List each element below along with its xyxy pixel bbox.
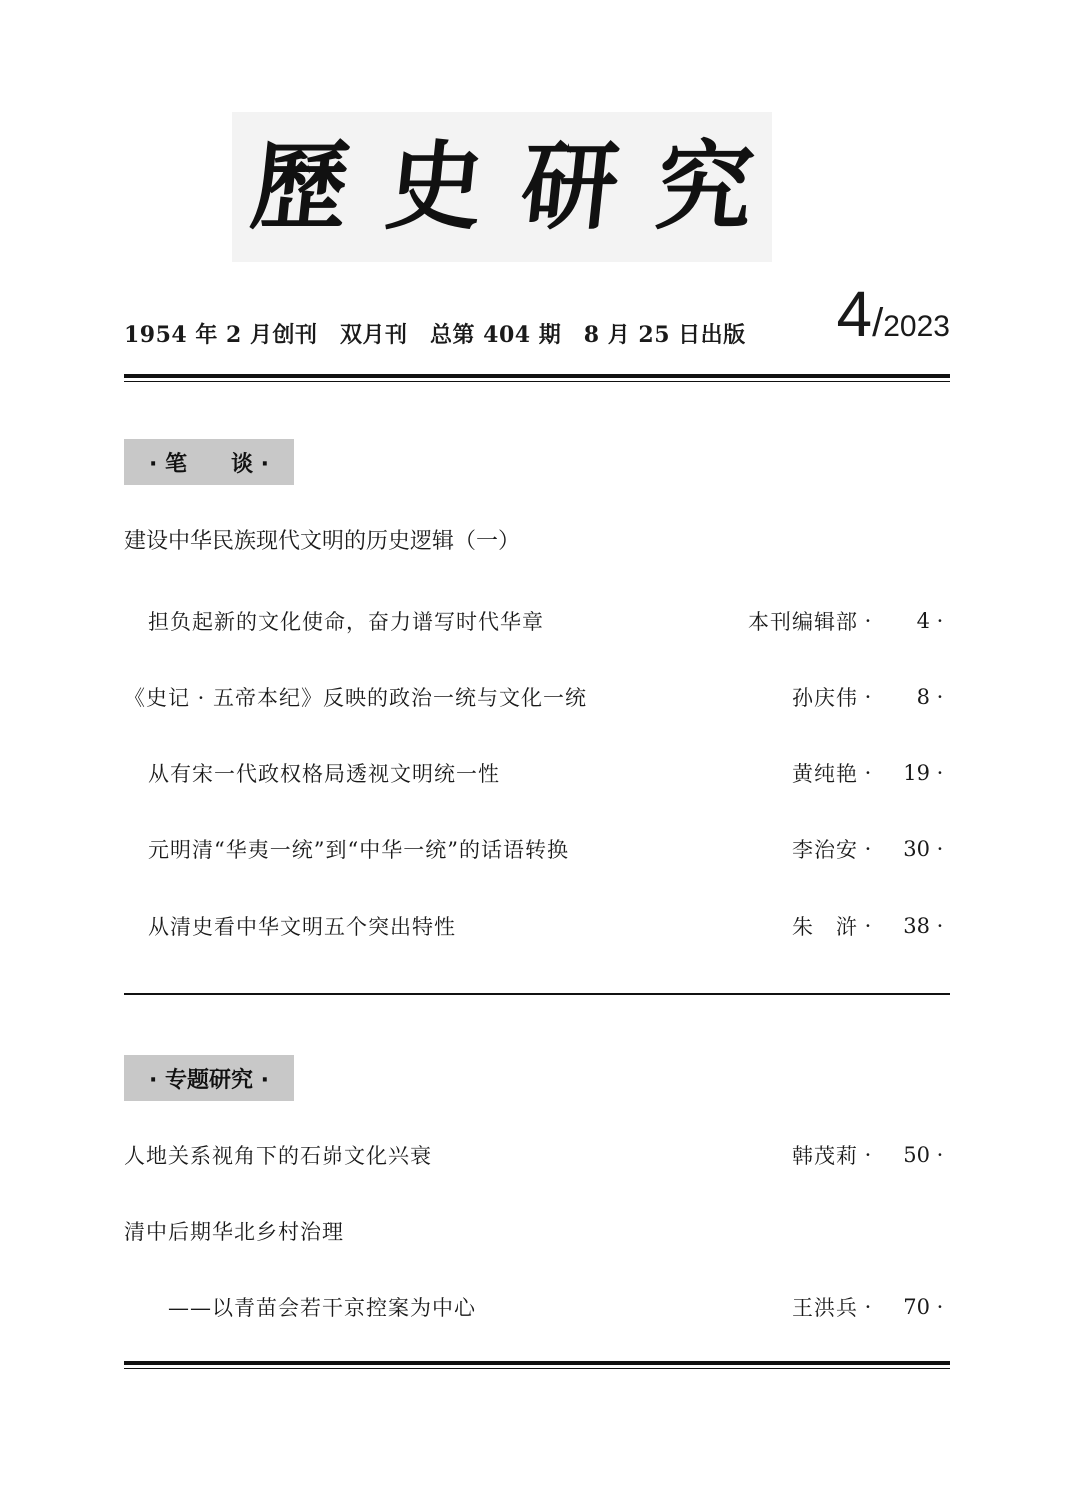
section-label-zhuanti: · 专题研究 · xyxy=(124,1055,294,1101)
toc-title: 元明清“华夷一统”到“中华一统”的话语转换 xyxy=(148,838,569,862)
issue-slash: / xyxy=(872,301,884,345)
dot-separator: · xyxy=(864,685,872,709)
toc-author: 孙庆伟 xyxy=(792,686,858,710)
toc-title: 人地关系视角下的石峁文化兴衰 xyxy=(124,1144,432,1168)
dot-separator: · xyxy=(864,609,872,633)
toc-page: 19 xyxy=(903,761,930,785)
dot-separator: · xyxy=(864,1143,872,1167)
toc-author: 本刊编辑部 xyxy=(748,610,858,634)
publication-info: 1954 年 2 月创刊 双月刊 总第 404 期 8 月 25 日出版 xyxy=(124,322,746,348)
toc-page: 50 xyxy=(903,1143,930,1167)
toc-entry[interactable] xyxy=(124,1211,950,1251)
toc-entry[interactable] xyxy=(124,906,950,946)
masthead-char: 史 xyxy=(380,130,489,243)
toc-page: 70 xyxy=(903,1295,930,1319)
dot-separator: · xyxy=(864,914,872,938)
toc-author: 李治安 xyxy=(792,838,858,862)
journal-masthead xyxy=(232,112,772,262)
section-divider xyxy=(124,993,950,995)
toc-entry[interactable] xyxy=(124,829,950,869)
dot-separator: · xyxy=(864,1295,872,1319)
masthead-char: 歷 xyxy=(245,130,354,243)
masthead-char: 研 xyxy=(515,130,624,243)
toc-entry[interactable] xyxy=(124,601,950,641)
issue-num: 4 xyxy=(836,278,873,350)
toc-title: 清中后期华北乡村治理 xyxy=(124,1220,344,1244)
toc-entry-subtitle[interactable] xyxy=(124,1287,950,1327)
toc-author: 王洪兵 xyxy=(792,1296,858,1320)
toc-author: 韩茂莉 xyxy=(792,1144,858,1168)
section-heading: 建设中华民族现代文明的历史逻辑（一） xyxy=(124,529,521,554)
dot-separator: · xyxy=(864,761,872,785)
dot-separator: · xyxy=(936,761,944,785)
toc-entry[interactable] xyxy=(124,677,950,717)
issue-number xyxy=(836,278,950,350)
dot-separator: · xyxy=(936,685,944,709)
toc-author: 朱 浒 xyxy=(792,915,858,939)
toc-title: 担负起新的文化使命，奋力谱写时代华章 xyxy=(148,610,544,634)
dot-separator: · xyxy=(936,1295,944,1319)
dot-separator: · xyxy=(936,1143,944,1167)
toc-page: 8 xyxy=(916,685,930,709)
toc-title: 《史记 · 五帝本纪》反映的政治一统与文化一统 xyxy=(124,686,588,710)
toc-subtitle: ——以青苗会若干京控案为中心 xyxy=(168,1296,476,1320)
footer-divider xyxy=(124,1361,950,1369)
toc-page: 38 xyxy=(903,914,930,938)
section-label-bitan: · 笔 谈 · xyxy=(124,439,294,485)
toc-title: 从有宋一代政权格局透视文明统一性 xyxy=(148,762,500,786)
masthead-char: 究 xyxy=(650,130,759,243)
toc-author: 黄纯艳 xyxy=(792,762,858,786)
issue-year: 2023 xyxy=(883,310,950,343)
dot-separator: · xyxy=(864,837,872,861)
toc-title: 从清史看中华文明五个突出特性 xyxy=(148,915,456,939)
header-divider xyxy=(124,374,950,382)
toc-entry[interactable] xyxy=(124,1135,950,1175)
dot-separator: · xyxy=(936,609,944,633)
toc-page: 4 xyxy=(916,609,930,633)
dot-separator: · xyxy=(936,914,944,938)
toc-page: 30 xyxy=(903,837,930,861)
dot-separator: · xyxy=(936,837,944,861)
toc-entry[interactable] xyxy=(124,753,950,793)
